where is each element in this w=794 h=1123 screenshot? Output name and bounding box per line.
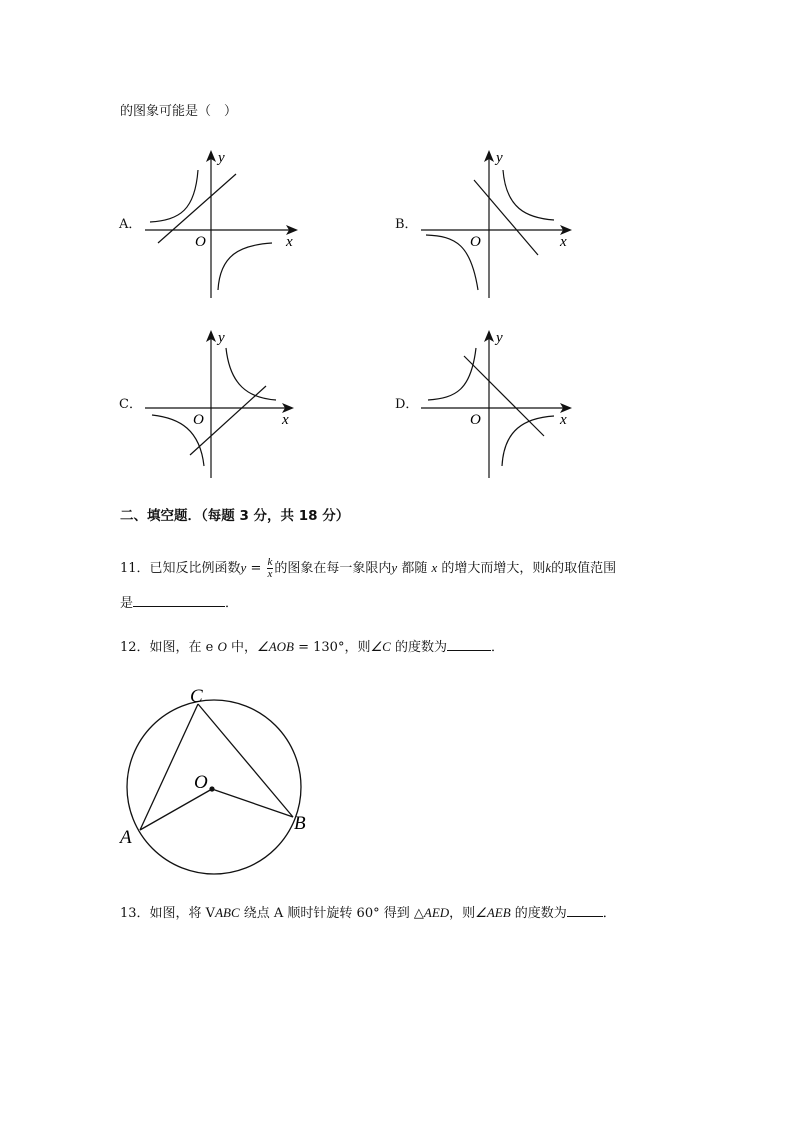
question-11 — [120, 557, 616, 580]
point-o-label: O — [194, 772, 208, 793]
circle-o — [127, 700, 301, 874]
point-a-label: A — [120, 827, 132, 848]
graph-a-y-label: y — [218, 150, 225, 166]
question-12 — [120, 638, 504, 657]
graph-b — [416, 140, 586, 310]
q11-k-var: k — [545, 560, 552, 575]
graph-d-origin-label: O — [470, 412, 481, 428]
q11-text-2: 都随 — [397, 561, 432, 576]
q13-angle-aeb: ∠AEB — [475, 905, 511, 920]
graph-c-x-label: x — [282, 412, 289, 428]
q13-end: ． — [602, 906, 616, 921]
q13-answer-blank[interactable] — [567, 904, 603, 917]
option-b-label: B． — [395, 217, 418, 232]
graph-a — [140, 140, 310, 310]
q13-prefix: 13．如图，将 V — [120, 906, 216, 921]
q13-text-2: ，则 — [449, 906, 476, 921]
question-11-line-2 — [120, 594, 238, 613]
question-13 — [120, 904, 616, 923]
q12-circle-o: O — [217, 639, 227, 654]
q13-text-1: 绕点 A 顺时针旋转 60° 得到 △ — [239, 906, 424, 921]
q11-equals: = — [246, 561, 266, 576]
q12-prefix: 12．如图，在 e — [120, 640, 218, 655]
option-a-label: A． — [119, 217, 142, 232]
q12-text: ，则 — [344, 640, 371, 655]
question-10-tail: 的图象可能是（ ） — [120, 104, 238, 119]
q13-triangle-abc: ABC — [215, 905, 240, 920]
q12-angle-aob: ∠AOB — [257, 639, 294, 654]
q11-x-var: x — [431, 560, 438, 575]
graph-b-origin-label: O — [470, 234, 481, 250]
point-b-label: B — [294, 813, 306, 834]
q12-mid: 中， — [226, 640, 258, 655]
q11-end: ． — [225, 596, 239, 611]
section-2-header: 二、填空题．（每题 3 分，共 18 分） — [120, 508, 350, 524]
option-d-label: D． — [395, 397, 419, 412]
q11-fraction — [267, 557, 274, 580]
graph-d-x-label: x — [560, 412, 567, 428]
q11-y-var: y — [240, 560, 247, 575]
graph-c-y-label: y — [218, 330, 225, 346]
q11-text-3: 的增大而增大，则 — [437, 561, 546, 576]
q11-line2-text: 是 — [120, 596, 134, 611]
graph-b-y-label: y — [496, 150, 503, 166]
graph-b-x-label: x — [560, 234, 567, 250]
q12-angle-value: = 130° — [293, 640, 345, 655]
q12-text-2: 的度数为 — [390, 640, 447, 655]
q13-text-3: 的度数为 — [510, 906, 567, 921]
q11-fraction-numerator: k — [267, 556, 273, 568]
option-c-label: C． — [119, 397, 142, 412]
q12-end: ． — [490, 640, 504, 655]
q13-triangle-aed: AED — [423, 905, 450, 920]
graph-d — [416, 320, 586, 490]
point-c-label: C — [190, 686, 203, 707]
q11-answer-blank[interactable] — [133, 594, 225, 607]
q11-text-4: 的取值范围 — [551, 561, 617, 576]
graph-c — [140, 320, 310, 490]
q12-angle-c: ∠C — [370, 639, 391, 654]
center-point — [209, 786, 214, 791]
q11-prefix: 11．已知反比例函数 — [120, 561, 241, 576]
q11-y-var-2: y — [391, 560, 398, 575]
q11-fraction-denominator: x — [267, 568, 273, 580]
q12-answer-blank[interactable] — [447, 638, 491, 651]
graph-c-origin-label: O — [193, 412, 204, 428]
q11-text-1: 的图象在每一象限内 — [274, 561, 392, 576]
graph-a-origin-label: O — [195, 234, 206, 250]
graph-a-x-label: x — [286, 234, 293, 250]
circle-diagram — [110, 675, 320, 885]
graph-d-y-label: y — [496, 330, 503, 346]
